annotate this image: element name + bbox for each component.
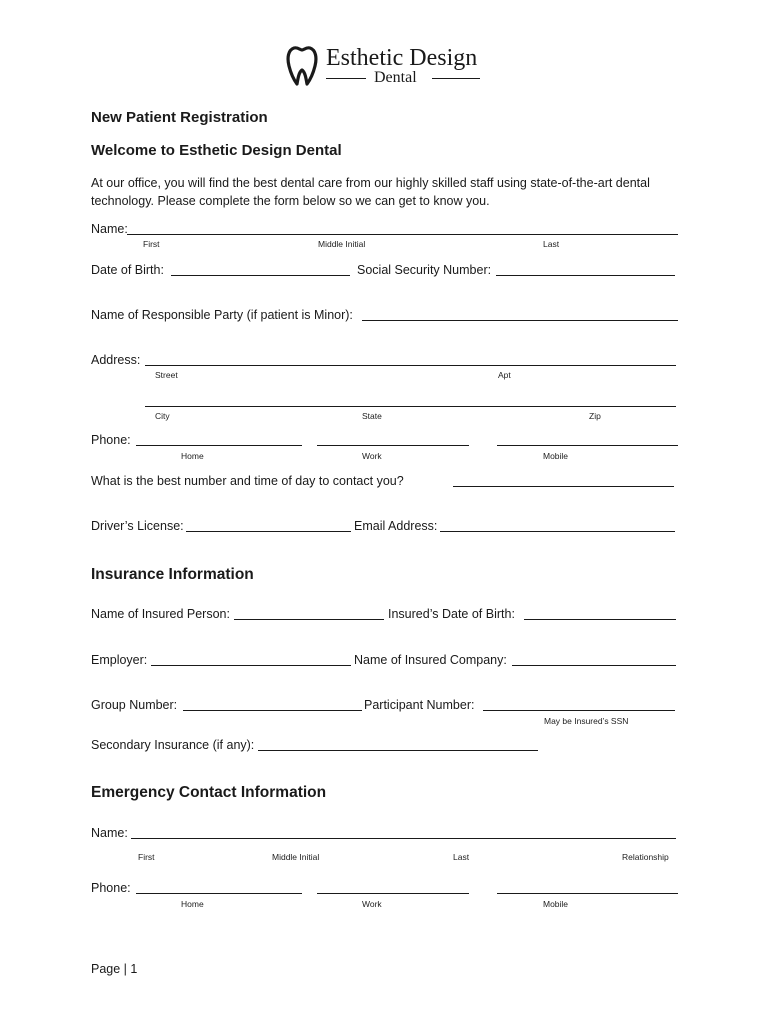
responsible-party-label: Name of Responsible Party (if patient is Minor):	[91, 308, 353, 322]
emergency-first-caption: First	[138, 852, 155, 862]
address-city-caption: City	[155, 411, 170, 421]
intro-line-2: technology. Please complete the form below so we can get to know you.	[91, 194, 490, 208]
phone-mobile-caption: Mobile	[543, 451, 569, 461]
phone-mobile-field[interactable]	[497, 445, 678, 446]
dob-field[interactable]	[171, 275, 350, 276]
emergency-phone-home-field[interactable]	[136, 893, 302, 894]
emergency-phone-mobile-caption: Mobile	[543, 899, 569, 909]
intro-line-1: At our office, you will find the best dental care from our highly skilled staff using state-of-the-art dental	[91, 176, 650, 190]
group-number-label: Group Number:	[91, 698, 178, 712]
address-zip-caption: Zip	[589, 411, 601, 421]
phone-home-field[interactable]	[136, 445, 302, 446]
insured-dob-field[interactable]	[524, 619, 676, 620]
phone-work-field[interactable]	[317, 445, 469, 446]
phone-work-caption: Work	[362, 451, 382, 461]
secondary-insurance-field[interactable]	[258, 750, 538, 751]
logo	[286, 42, 486, 90]
emergency-name-field[interactable]	[131, 838, 676, 839]
address-street-caption: Street	[155, 370, 178, 380]
ssn-field[interactable]	[496, 275, 675, 276]
insurance-heading: Insurance Information	[91, 566, 254, 583]
insured-name-label: Name of Insured Person:	[91, 607, 230, 621]
insured-dob-label: Insured’s Date of Birth:	[388, 607, 515, 621]
group-number-field[interactable]	[183, 710, 362, 711]
page-title: New Patient Registration	[91, 109, 268, 126]
participant-number-field[interactable]	[483, 710, 675, 711]
logo-rule-left	[326, 78, 366, 79]
name-middle-caption: Middle Initial	[318, 239, 366, 249]
name-field[interactable]	[127, 234, 678, 235]
address-state-caption: State	[362, 411, 382, 421]
name-first-caption: First	[143, 239, 160, 249]
emergency-phone-home-caption: Home	[181, 899, 204, 909]
employer-field[interactable]	[151, 665, 351, 666]
logo-name: Esthetic Design	[326, 45, 478, 71]
participant-number-label: Participant Number:	[364, 698, 475, 712]
welcome-heading: Welcome to Esthetic Design Dental	[91, 142, 342, 159]
emergency-heading: Emergency Contact Information	[91, 784, 327, 801]
responsible-party-field[interactable]	[362, 320, 678, 321]
insured-company-field[interactable]	[512, 665, 676, 666]
name-last-caption: Last	[543, 239, 560, 249]
emergency-name-label: Name:	[91, 826, 128, 840]
insured-company-label: Name of Insured Company:	[354, 653, 507, 667]
email-label: Email Address:	[354, 519, 438, 533]
drivers-license-field[interactable]	[186, 531, 351, 532]
dob-label: Date of Birth:	[91, 263, 164, 277]
name-label: Name:	[91, 222, 128, 236]
participant-number-note: May be Insured’s SSN	[544, 716, 629, 726]
ssn-label: Social Security Number:	[357, 263, 492, 277]
tooth-icon	[286, 44, 318, 88]
best-contact-label: What is the best number and time of day to contact you?	[91, 474, 404, 488]
address-city-field[interactable]	[145, 406, 676, 407]
phone-label: Phone:	[91, 433, 131, 447]
address-label: Address:	[91, 353, 141, 367]
logo-sub: Dental	[374, 69, 417, 86]
emergency-phone-mobile-field[interactable]	[497, 893, 678, 894]
best-contact-field[interactable]	[453, 486, 674, 487]
insured-name-field[interactable]	[234, 619, 384, 620]
emergency-last-caption: Last	[453, 852, 470, 862]
secondary-insurance-label: Secondary Insurance (if any):	[91, 738, 255, 752]
drivers-license-label: Driver’s License:	[91, 519, 184, 533]
address-apt-caption: Apt	[498, 370, 511, 380]
emergency-phone-label: Phone:	[91, 881, 131, 895]
logo-rule-right	[432, 78, 480, 79]
page-number: Page | 1	[91, 962, 138, 976]
emergency-middle-caption: Middle Initial	[272, 852, 320, 862]
employer-label: Employer:	[91, 653, 148, 667]
emergency-phone-work-field[interactable]	[317, 893, 469, 894]
address-street-field[interactable]	[145, 365, 676, 366]
email-field[interactable]	[440, 531, 675, 532]
emergency-relationship-caption: Relationship	[622, 852, 669, 862]
phone-home-caption: Home	[181, 451, 204, 461]
emergency-phone-work-caption: Work	[362, 899, 382, 909]
